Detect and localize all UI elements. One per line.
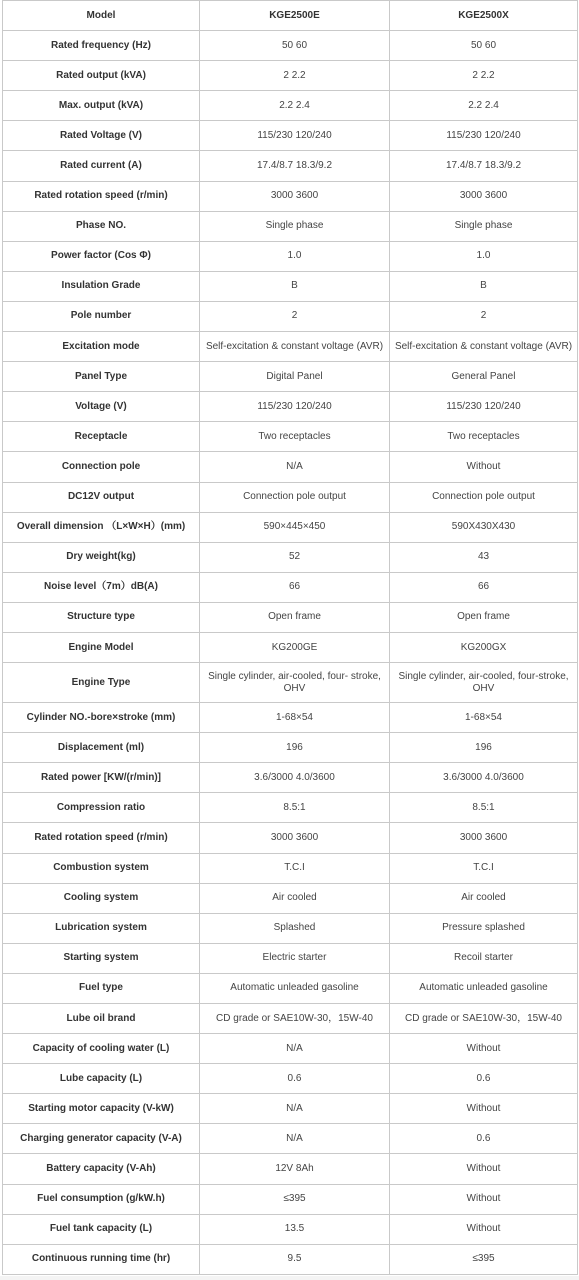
row-label: Combustion system [3, 853, 200, 883]
row-label: Rated current (A) [3, 151, 200, 181]
cell-kge2500x: 66 [390, 572, 578, 602]
row-label: Engine Type [3, 663, 200, 703]
table-row [3, 61, 578, 91]
cell-kge2500x: Pressure splashed [390, 913, 578, 943]
table-row [3, 362, 578, 392]
table-row [3, 793, 578, 823]
table-row [3, 301, 578, 331]
cell-kge2500e: 66 [200, 572, 390, 602]
cell-kge2500e: 115/230 120/240 [200, 121, 390, 151]
cell-kge2500x: Connection pole output [390, 482, 578, 512]
cell-kge2500x: 2.2 2.4 [390, 91, 578, 121]
table-row [3, 332, 578, 362]
table-row [3, 663, 578, 703]
cell-kge2500x: Recoil starter [390, 943, 578, 973]
table-row [3, 943, 578, 973]
row-label: Noise level（7m）dB(A) [3, 572, 200, 602]
cell-kge2500x: ≤395 [390, 1244, 578, 1274]
cell-kge2500e: Automatic unleaded gasoline [200, 973, 390, 1003]
cell-kge2500x: 1.0 [390, 241, 578, 271]
cell-kge2500e: B [200, 271, 390, 301]
row-label: Rated rotation speed (r/min) [3, 181, 200, 211]
cell-kge2500x: 8.5:1 [390, 793, 578, 823]
table-row [3, 392, 578, 422]
table-row [3, 853, 578, 883]
table-row [3, 241, 578, 271]
cell-kge2500x: T.C.I [390, 853, 578, 883]
cell-kge2500e: 2 [200, 301, 390, 331]
cell-kge2500e: Single phase [200, 211, 390, 241]
row-label: Starting motor capacity (V-kW) [3, 1094, 200, 1124]
page-bottom-strip [0, 1276, 579, 1280]
cell-kge2500x: 0.6 [390, 1064, 578, 1094]
row-label: Rated output (kVA) [3, 61, 200, 91]
cell-kge2500e: Self-excitation & constant voltage (AVR) [200, 332, 390, 362]
cell-kge2500e: 50 60 [200, 31, 390, 61]
row-label: Fuel consumption (g/kW.h) [3, 1184, 200, 1214]
cell-kge2500x: 43 [390, 542, 578, 572]
table-row [3, 1154, 578, 1184]
row-label: Phase NO. [3, 211, 200, 241]
cell-kge2500e: 2 2.2 [200, 61, 390, 91]
cell-kge2500x: Air cooled [390, 883, 578, 913]
cell-kge2500x: Automatic unleaded gasoline [390, 973, 578, 1003]
cell-kge2500x: Without [390, 1034, 578, 1064]
cell-kge2500x: 2 2.2 [390, 61, 578, 91]
table-row [3, 422, 578, 452]
cell-kge2500e: Digital Panel [200, 362, 390, 392]
cell-kge2500x: Without [390, 1184, 578, 1214]
cell-kge2500x: 0.6 [390, 1124, 578, 1154]
table-row [3, 542, 578, 572]
cell-kge2500e: 0.6 [200, 1064, 390, 1094]
row-label: Rated power [KW/(r/min)] [3, 763, 200, 793]
header-kge2500x: KGE2500X [390, 1, 578, 31]
table-row [3, 452, 578, 482]
row-label: Battery capacity (V-Ah) [3, 1154, 200, 1184]
cell-kge2500e: 115/230 120/240 [200, 392, 390, 422]
row-label: Voltage (V) [3, 392, 200, 422]
row-label: Dry weight(kg) [3, 542, 200, 572]
row-label: Structure type [3, 602, 200, 632]
table-row [3, 1184, 578, 1214]
table-row [3, 703, 578, 733]
cell-kge2500x: Two receptacles [390, 422, 578, 452]
cell-kge2500e: N/A [200, 452, 390, 482]
cell-kge2500e: CD grade or SAE10W-30，15W-40 [200, 1004, 390, 1034]
cell-kge2500e: KG200GE [200, 632, 390, 662]
cell-kge2500e: 9.5 [200, 1244, 390, 1274]
cell-kge2500x: Without [390, 1154, 578, 1184]
cell-kge2500x: 3.6/3000 4.0/3600 [390, 763, 578, 793]
cell-kge2500x: 1-68×54 [390, 703, 578, 733]
row-label: Receptacle [3, 422, 200, 452]
cell-kge2500x: 115/230 120/240 [390, 392, 578, 422]
row-label: Fuel tank capacity (L) [3, 1214, 200, 1244]
table-row [3, 602, 578, 632]
cell-kge2500x: Without [390, 452, 578, 482]
cell-kge2500x: 50 60 [390, 31, 578, 61]
row-label: Cooling system [3, 883, 200, 913]
cell-kge2500e: 590×445×450 [200, 512, 390, 542]
row-label: Rated rotation speed (r/min) [3, 823, 200, 853]
cell-kge2500x: 3000 3600 [390, 823, 578, 853]
table-row [3, 763, 578, 793]
cell-kge2500e: Electric starter [200, 943, 390, 973]
cell-kge2500e: 12V 8Ah [200, 1154, 390, 1184]
table-header-row [3, 1, 578, 31]
row-label: Lube capacity (L) [3, 1064, 200, 1094]
cell-kge2500x: Without [390, 1214, 578, 1244]
table-row [3, 121, 578, 151]
row-label: Compression ratio [3, 793, 200, 823]
row-label: Displacement (ml) [3, 733, 200, 763]
row-label: Engine Model [3, 632, 200, 662]
cell-kge2500x: 2 [390, 301, 578, 331]
table-row [3, 211, 578, 241]
cell-kge2500x: Single phase [390, 211, 578, 241]
row-label: Connection pole [3, 452, 200, 482]
cell-kge2500x: 590X430X430 [390, 512, 578, 542]
cell-kge2500e: 3000 3600 [200, 181, 390, 211]
header-kge2500e: KGE2500E [200, 1, 390, 31]
table-row [3, 181, 578, 211]
row-label: Cylinder NO.-bore×stroke (mm) [3, 703, 200, 733]
table-row [3, 1244, 578, 1274]
table-row [3, 1064, 578, 1094]
cell-kge2500x: KG200GX [390, 632, 578, 662]
cell-kge2500e: Splashed [200, 913, 390, 943]
cell-kge2500x: CD grade or SAE10W-30，15W-40 [390, 1004, 578, 1034]
cell-kge2500e: 1-68×54 [200, 703, 390, 733]
table-row [3, 883, 578, 913]
table-row [3, 1034, 578, 1064]
cell-kge2500e: Air cooled [200, 883, 390, 913]
row-label: Starting system [3, 943, 200, 973]
table-row [3, 572, 578, 602]
row-label: Max. output (kVA) [3, 91, 200, 121]
row-label: Overall dimension （L×W×H）(mm) [3, 512, 200, 542]
table-row [3, 733, 578, 763]
row-label: Charging generator capacity (V-A) [3, 1124, 200, 1154]
table-row [3, 31, 578, 61]
table-row [3, 91, 578, 121]
cell-kge2500x: General Panel [390, 362, 578, 392]
cell-kge2500e: 13.5 [200, 1214, 390, 1244]
cell-kge2500x: Self-excitation & constant voltage (AVR) [390, 332, 578, 362]
cell-kge2500e: N/A [200, 1094, 390, 1124]
table-row [3, 913, 578, 943]
cell-kge2500e: T.C.I [200, 853, 390, 883]
cell-kge2500x: Without [390, 1094, 578, 1124]
row-label: Lube oil brand [3, 1004, 200, 1034]
row-label: Continuous running time (hr) [3, 1244, 200, 1274]
table-row [3, 512, 578, 542]
cell-kge2500x: 17.4/8.7 18.3/9.2 [390, 151, 578, 181]
header-model: Model [3, 1, 200, 31]
table-row [3, 151, 578, 181]
row-label: Panel Type [3, 362, 200, 392]
row-label: Capacity of cooling water (L) [3, 1034, 200, 1064]
table-row [3, 823, 578, 853]
cell-kge2500e: 3000 3600 [200, 823, 390, 853]
cell-kge2500x: B [390, 271, 578, 301]
cell-kge2500e: 17.4/8.7 18.3/9.2 [200, 151, 390, 181]
cell-kge2500e: Single cylinder, air-cooled, four- stroke, OHV [200, 663, 390, 703]
row-label: Fuel type [3, 973, 200, 1003]
row-label: Lubrication system [3, 913, 200, 943]
cell-kge2500x: 196 [390, 733, 578, 763]
cell-kge2500e: N/A [200, 1034, 390, 1064]
table-row [3, 973, 578, 1003]
row-label: Power factor (Cos Φ) [3, 241, 200, 271]
row-label: Insulation Grade [3, 271, 200, 301]
table-row [3, 1094, 578, 1124]
cell-kge2500e: 1.0 [200, 241, 390, 271]
table-row [3, 1004, 578, 1034]
row-label: DC12V output [3, 482, 200, 512]
cell-kge2500e: Two receptacles [200, 422, 390, 452]
row-label: Rated frequency (Hz) [3, 31, 200, 61]
cell-kge2500e: ≤395 [200, 1184, 390, 1214]
cell-kge2500e: 8.5:1 [200, 793, 390, 823]
cell-kge2500e: 196 [200, 733, 390, 763]
table-row [3, 1124, 578, 1154]
table-row [3, 632, 578, 662]
cell-kge2500e: Open frame [200, 602, 390, 632]
cell-kge2500x: Single cylinder, air-cooled, four-stroke, OHV [390, 663, 578, 703]
cell-kge2500x: Open frame [390, 602, 578, 632]
cell-kge2500e: 3.6/3000 4.0/3600 [200, 763, 390, 793]
cell-kge2500e: 52 [200, 542, 390, 572]
cell-kge2500x: 3000 3600 [390, 181, 578, 211]
table-row [3, 482, 578, 512]
row-label: Pole number [3, 301, 200, 331]
table-row [3, 1214, 578, 1244]
row-label: Excitation mode [3, 332, 200, 362]
cell-kge2500e: 2.2 2.4 [200, 91, 390, 121]
row-label: Rated Voltage (V) [3, 121, 200, 151]
table-row [3, 271, 578, 301]
cell-kge2500e: N/A [200, 1124, 390, 1154]
cell-kge2500e: Connection pole output [200, 482, 390, 512]
spec-table [2, 0, 578, 1275]
cell-kge2500x: 115/230 120/240 [390, 121, 578, 151]
